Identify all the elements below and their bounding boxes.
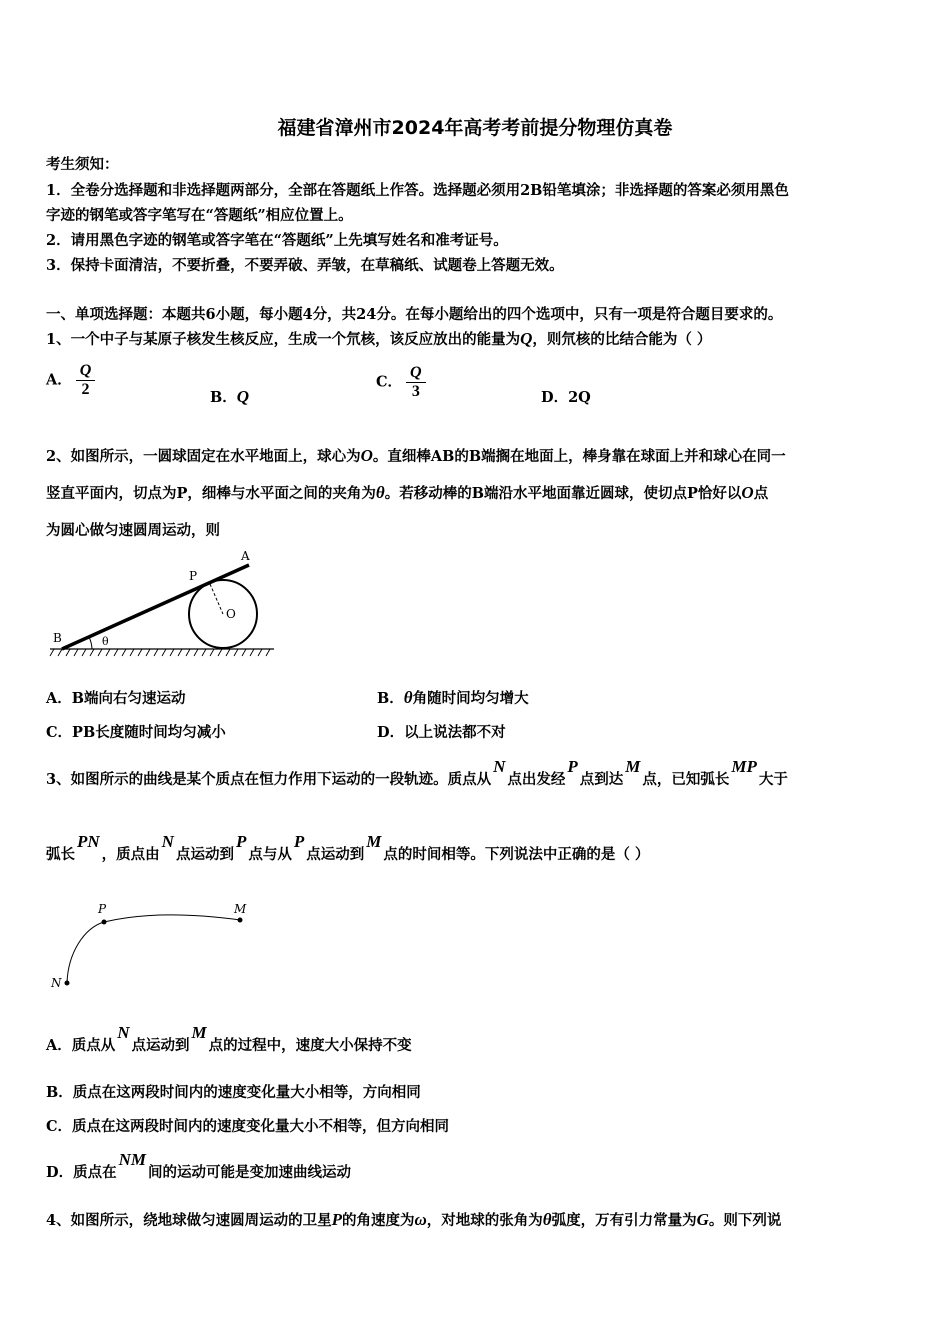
section-heading: 一、单项选择题：本题共6小题，每小题4分，共24分。在每小题给出的四个选项中，只有一项是符合题目要求的。: [46, 306, 783, 323]
page-title: 福建省漳州市2024年高考考前提分物理仿真卷: [277, 117, 673, 139]
notice-heading: 考生须知：: [46, 156, 119, 173]
q1-option-c: C． $\frac{Q}{3}$: [376, 364, 430, 401]
point-n: [65, 981, 70, 986]
q3-figure: [46, 898, 256, 993]
notice-item-2: 2．请用黑色字迹的钢笔或答字笔在“答题纸”上先填写姓名和准考证号。: [46, 232, 508, 249]
q4-stem-line1: 4、如图所示，绕地球做匀速圆周运动的卫星P的角速度为ω，对地球的张角为θ弧度，万有引力常量为G。则下列说: [46, 1210, 782, 1229]
notice-item-1: 1．全卷分选择题和非选择题两部分，全部在答题纸上作答。选择题必须用2B铅笔填涂；非选择题的答案必须用黑色: [46, 182, 789, 199]
q3-stem-line2: 弧长PN，质点由N点运动到P点与从P点运动到M点的时间相等。下列说法中正确的是（ ）: [46, 832, 650, 863]
label-p: P: [189, 569, 198, 583]
point-m: [238, 918, 243, 923]
notice-item-1-cont: 字迹的钢笔或答字笔写在“答题纸”相应位置上。: [46, 207, 353, 224]
q1-option-a: A． $\frac{Q}{2}$: [46, 362, 99, 399]
q3-stem-line1: 3、如图所示的曲线是某个质点在恒力作用下运动的一段轨迹。质点从N点出发经P点到达M点，已知弧长MP大于: [46, 757, 788, 788]
angle-arc: [89, 637, 92, 649]
q3-option-c: C．质点在这两段时间内的速度变化量大小不相等，但方向相同: [46, 1118, 450, 1135]
notice-item-3: 3．保持卡面清洁，不要折叠，不要弄破、弄皱，在草稿纸、试题卷上答题无效。: [46, 257, 564, 274]
trajectory-curve: [67, 915, 240, 983]
ground-hatching: [50, 649, 270, 656]
point-p: [102, 920, 107, 925]
q2-option-c: C．PB长度随时间均匀减小: [46, 724, 226, 741]
label-theta: θ: [102, 635, 109, 648]
q2-option-b: B．θ角随时间均匀增大: [377, 688, 529, 707]
label-n: N: [51, 976, 62, 990]
q3-option-d: D．质点在NM间的运动可能是变加速曲线运动: [46, 1150, 351, 1181]
q2-option-d: D．以上说法都不对: [377, 724, 506, 741]
label-b: B: [53, 631, 62, 645]
q1-option-b: B．Q: [210, 387, 250, 406]
q3-option-b: B．质点在这两段时间内的速度变化量大小相等，方向相同: [46, 1084, 421, 1101]
q1-option-d: D．2Q: [541, 389, 591, 406]
q2-stem-line2: 竖直平面内，切点为P，细棒与水平面之间的夹角为θ。若移动棒的B端沿水平地面靠近圆球，使切点P恰好以O点: [46, 483, 769, 502]
label-o: O: [226, 607, 236, 621]
q1-stem: 1、一个中子与某原子核发生核反应，生成一个氘核，该反应放出的能量为Q，则氘核的比结合能为（ ）: [46, 329, 712, 348]
label-a: A: [241, 549, 250, 563]
q2-figure: [48, 545, 278, 660]
label-p: P: [98, 902, 107, 916]
q2-stem-line1: 2、如图所示，一圆球固定在水平地面上，球心为O。直细棒AB的B端搁在地面上，棒身靠在球面上并和球心在同一: [46, 446, 786, 465]
label-m: M: [234, 902, 247, 916]
radius-op: [210, 584, 223, 614]
rod-ab: [62, 565, 249, 649]
q3-option-a: A．质点从N点运动到M点的过程中，速度大小保持不变: [46, 1023, 412, 1054]
q2-option-a: A．B端向右匀速运动: [46, 690, 186, 707]
q2-stem-line3: 为圆心做匀速圆周运动，则: [46, 522, 220, 539]
